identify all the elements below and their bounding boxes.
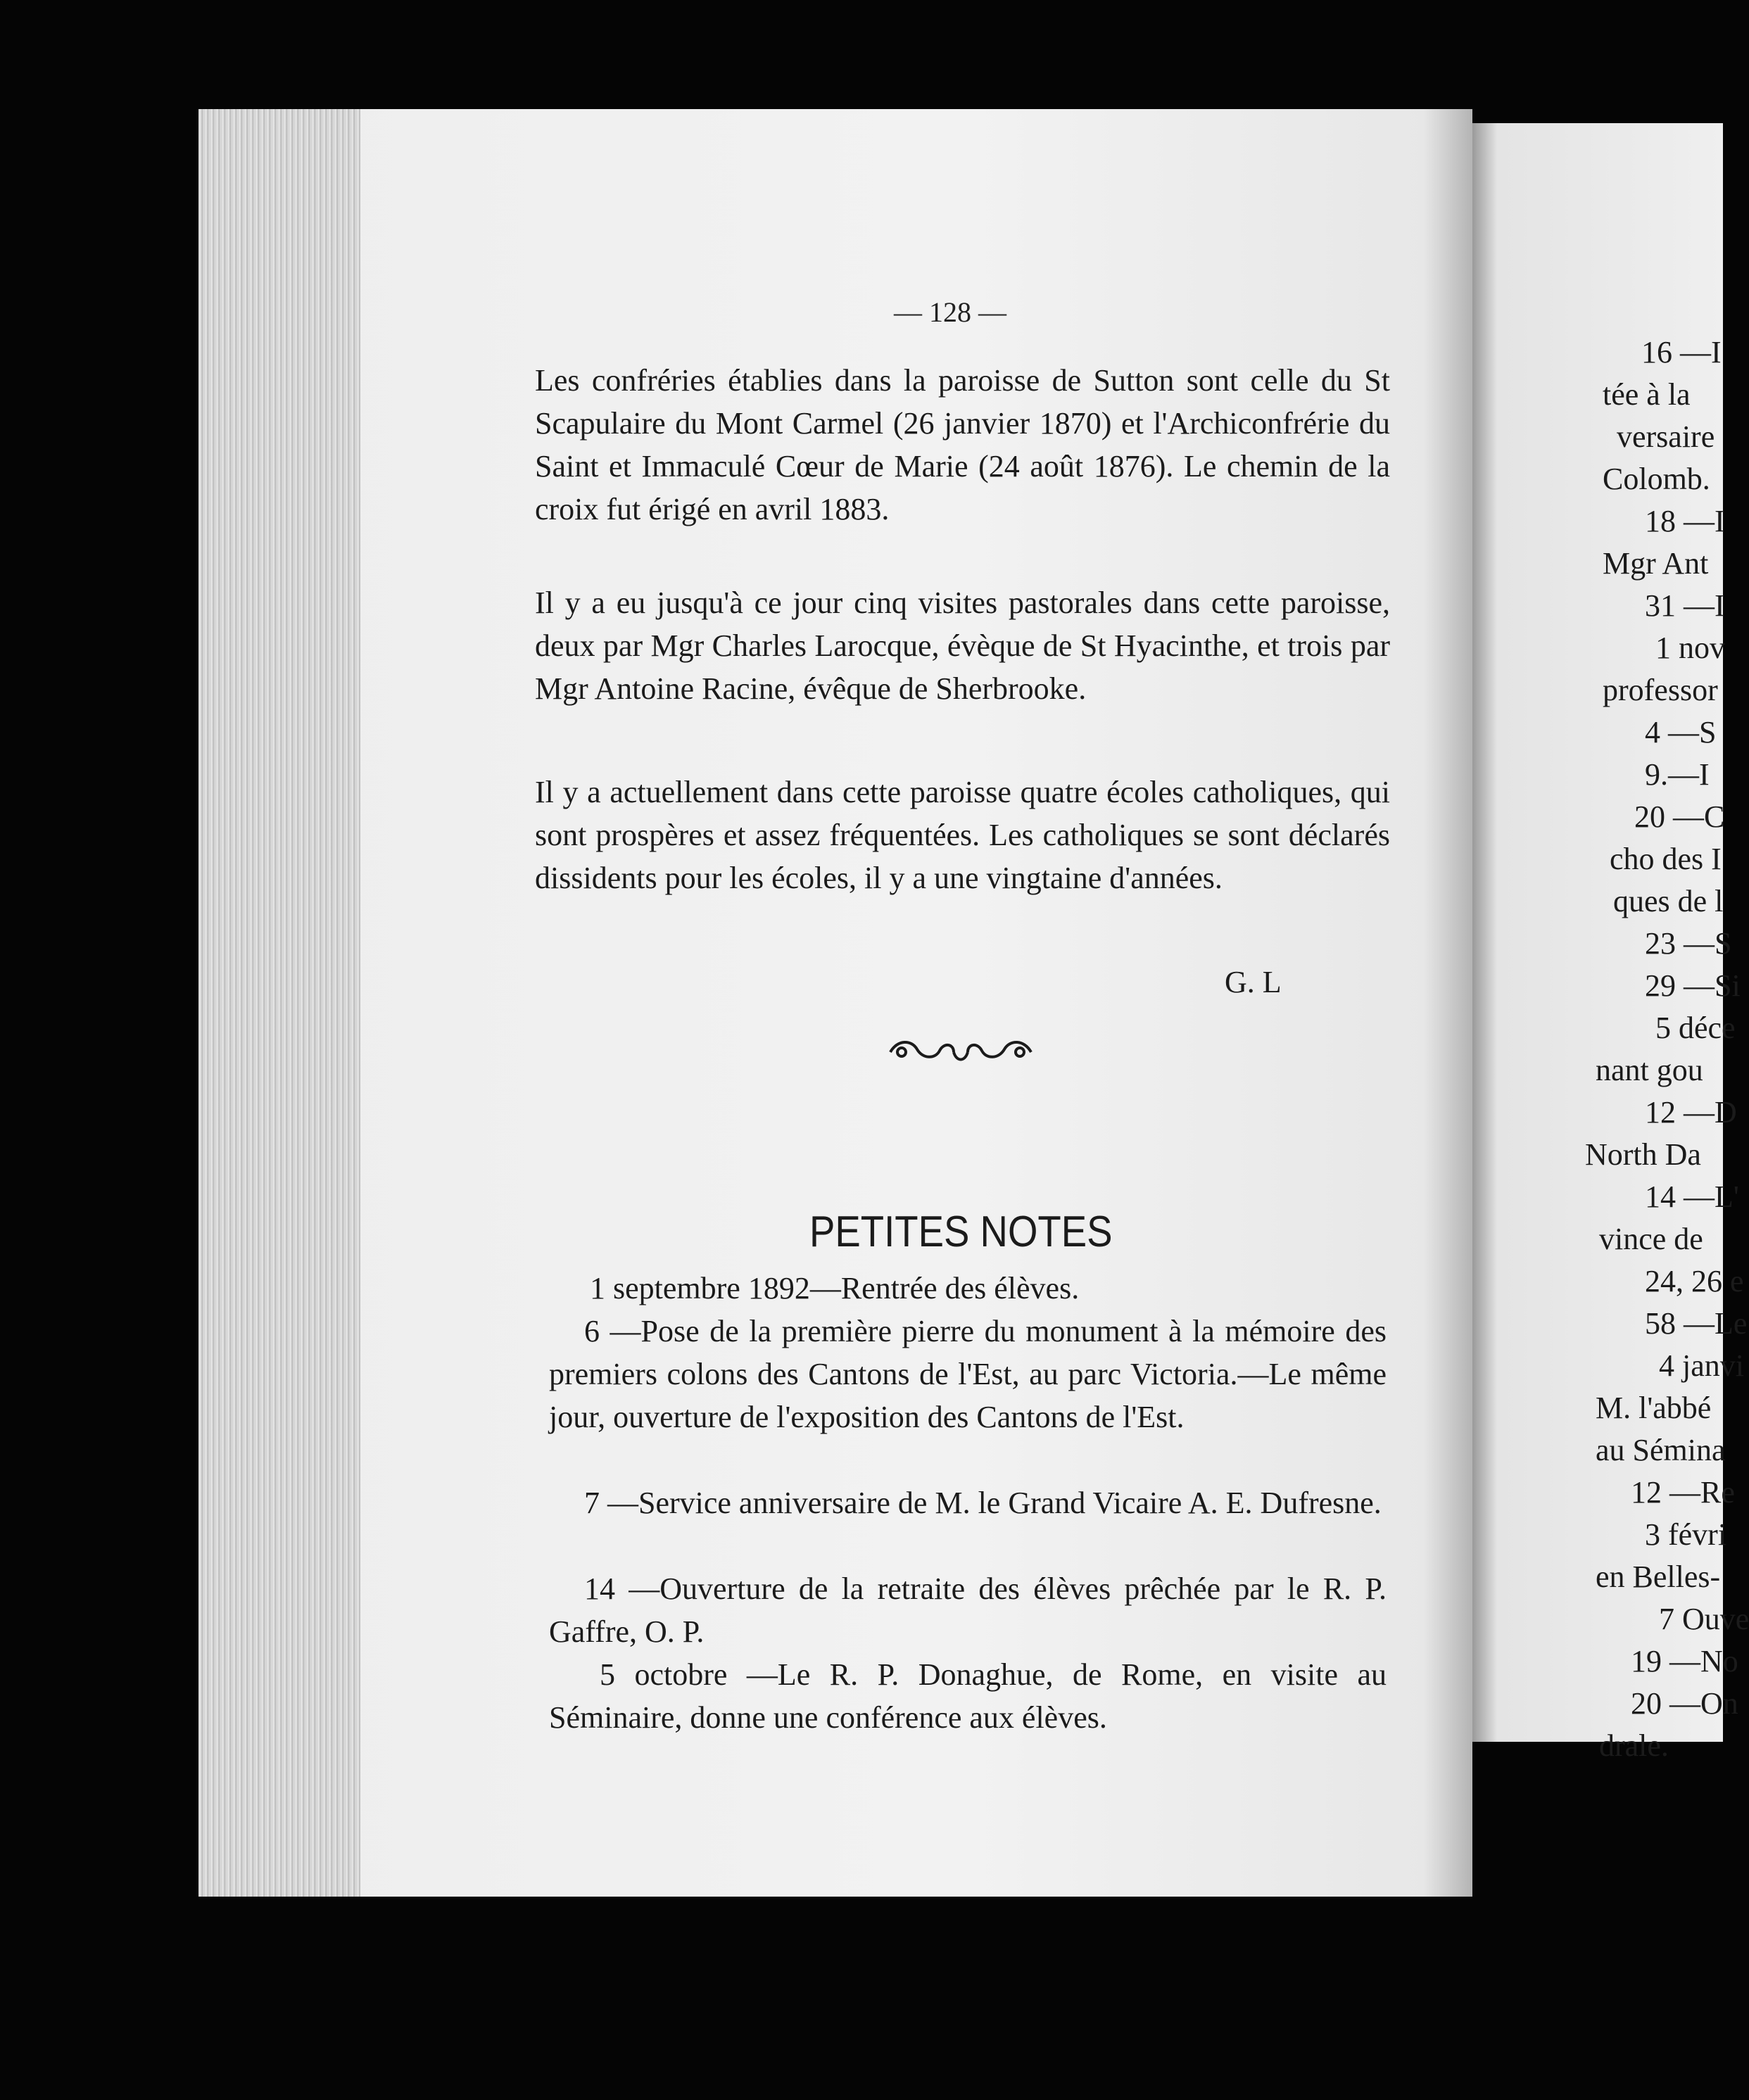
right-page-line: 29 —Si <box>1645 968 1741 1003</box>
paragraph-confreries: Les confréries établies dans la paroisse de Sutton sont celle du St Scapulaire du Mont Carmel (26 janvier 1870) et l'Archiconfrérie du Saint et Immaculé Cœur de Marie (24 août 1876). Le chemin de la croix fut érigé en avril 1883. <box>535 363 1390 526</box>
right-page-line: 16 —I <box>1641 335 1722 369</box>
right-page-line: en Belles- <box>1596 1560 1721 1594</box>
right-page-line: 4 janvi <box>1659 1348 1744 1383</box>
right-page-text-column <box>1472 123 1749 1763</box>
right-page-line: 20 —On <box>1631 1686 1738 1721</box>
note-item: 14 —Ouverture de la retraite des élèves prêchée par le R. P. Gaffre, O. P. <box>549 1571 1387 1649</box>
page-edges <box>198 109 360 1897</box>
right-page-line: 7 Ouve <box>1659 1602 1749 1636</box>
gutter-shadow <box>1423 109 1472 1897</box>
right-page-line: Mgr Ant <box>1603 546 1709 581</box>
right-page-line: ques de l <box>1613 884 1724 918</box>
note-item: 5 octobre —Le R. P. Donaghue, de Rome, en visite au Séminaire, donne une conférence aux élèves. <box>549 1657 1387 1735</box>
right-page-line: 1 nov <box>1655 631 1725 665</box>
right-page-line: 9.—I <box>1645 757 1710 792</box>
right-page-line: vince de <box>1599 1222 1703 1256</box>
right-page-line: au Sémina <box>1596 1433 1726 1467</box>
right-page-line: 14 —L' <box>1645 1179 1739 1214</box>
right-page-line: versaire <box>1617 419 1715 454</box>
right-page-line: 12 —Re <box>1631 1475 1735 1510</box>
note-item: 7 —Service anniversaire de M. le Grand Vicaire A. E. Dufresne. <box>584 1486 1382 1520</box>
right-page-line: 12 —D <box>1645 1095 1737 1130</box>
right-page-line: Colomb. <box>1603 462 1710 496</box>
section-title: PETITES NOTES <box>809 1208 1113 1256</box>
right-page-line: 18 —I <box>1645 504 1725 538</box>
right-page-line: tée à la <box>1603 377 1691 412</box>
right-page-line: North Da <box>1585 1137 1701 1172</box>
right-page-line: 24, 26 e <box>1645 1264 1744 1298</box>
right-page-line: 20 —C <box>1634 799 1725 834</box>
right-page-line: 23 —S <box>1645 926 1732 961</box>
right-page-line: M. l'abbé <box>1596 1391 1712 1425</box>
right-page-line: nant gou <box>1596 1053 1703 1087</box>
right-page-line: cho des I <box>1610 842 1722 876</box>
right-page-line: drale. <box>1599 1728 1669 1763</box>
right-page-line: professor <box>1603 673 1718 707</box>
right-page-line: 58 —Le <box>1645 1306 1748 1341</box>
paragraph-ecoles: Il y a actuellement dans cette paroisse quatre écoles catholiques, qui sont prospères et assez fréquentées. Les catholiques se sont déclarés dissidents pour les écoles, il y a une vingtaine d'années. <box>535 775 1390 895</box>
right-page-line: 19 —No <box>1631 1644 1738 1678</box>
note-item: 1 septembre 1892—Rentrée des élèves. <box>590 1271 1080 1305</box>
right-page <box>1472 123 1749 1763</box>
right-page-line: 3 févri <box>1645 1517 1727 1552</box>
right-page-line: 4 —S <box>1645 715 1717 749</box>
paragraph-visites-pastorales: Il y a eu jusqu'à ce jour cinq visites pastorales dans cette paroisse, deux par Mgr Charles Larocque, évèque de St Hyacinthe, et trois par Mgr Antoine Racine, évêque de Sherbrooke. <box>535 586 1390 706</box>
right-page-line: 5 déce <box>1655 1011 1736 1045</box>
right-page-line: 31 —I <box>1645 588 1725 623</box>
page-number: — 128 — <box>894 296 1006 328</box>
ornament-divider <box>883 1031 1038 1073</box>
note-item: 6 —Pose de la première pierre du monument à la mémoire des premiers colons des Cantons de l'Est, au parc Victoria.—Le même jour, ouverture de l'exposition des Cantons de l'Est. <box>549 1314 1387 1434</box>
signature: G. L <box>1225 965 1282 999</box>
